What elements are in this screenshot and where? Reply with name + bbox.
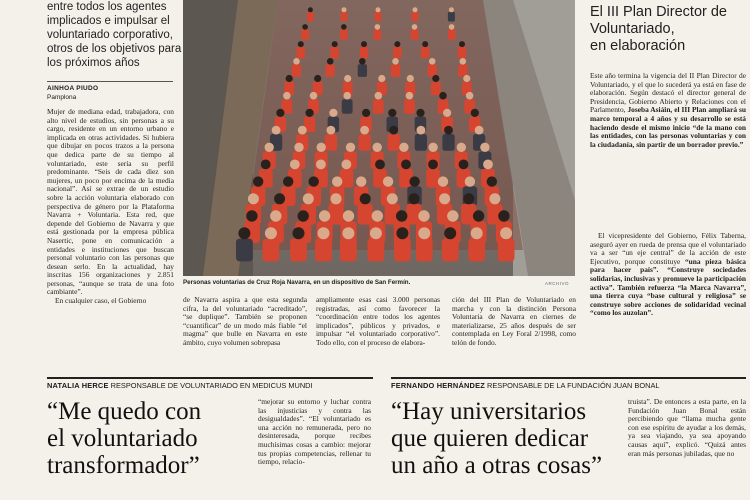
volunteer-head xyxy=(413,7,418,12)
volunteer-head xyxy=(422,41,428,47)
volunteer-head xyxy=(343,92,351,100)
volunteer-head xyxy=(444,227,456,239)
volunteer-figure xyxy=(342,99,353,114)
volunteer-head xyxy=(392,58,399,65)
volunteer-figure xyxy=(307,12,314,22)
page-gutter xyxy=(0,0,40,500)
volunteer-figure xyxy=(411,29,419,40)
volunteer-figure xyxy=(358,204,373,225)
volunteer-head xyxy=(466,92,474,100)
sidebar-title-line: en elaboración xyxy=(590,38,686,54)
byline-place: Pamplona xyxy=(47,94,77,101)
volunteer-head xyxy=(276,109,284,117)
volunteer-head xyxy=(329,109,337,117)
volunteer-head xyxy=(376,7,381,12)
volunteer-head xyxy=(416,109,424,117)
sidebar-text-bold: Joseba Asiáin, el III Plan ampliará su marco temporal a 4 años y su desarrollo se está haciendo desde el mismo inicio “de la mano con las entidades, con las personas voluntarias y con la ciudadanía, sin partir de un borrador previo.” xyxy=(590,105,746,149)
volunteer-head xyxy=(346,143,355,152)
volunteer-head xyxy=(298,126,307,135)
volunteer-head xyxy=(302,24,308,30)
volunteer-figure xyxy=(263,239,280,262)
volunteer-head xyxy=(459,41,465,47)
volunteer-head xyxy=(483,160,493,170)
volunteer-figure xyxy=(421,47,430,59)
volunteer-figure xyxy=(328,204,343,225)
volunteer-head xyxy=(396,210,407,221)
volunteer-figure xyxy=(297,47,306,59)
volunteer-head xyxy=(317,143,326,152)
volunteer-figure xyxy=(426,169,440,188)
profile-header-right xyxy=(391,381,660,390)
volunteer-head xyxy=(388,109,396,117)
volunteer-head xyxy=(290,160,300,170)
volunteer-head xyxy=(274,193,285,204)
volunteer-head xyxy=(238,227,250,239)
profile-body-right xyxy=(628,398,746,458)
volunteer-head xyxy=(480,143,489,152)
volunteer-figure xyxy=(340,29,348,40)
volunteer-head xyxy=(447,210,458,221)
volunteer-head xyxy=(409,193,420,204)
volunteer-head xyxy=(407,75,414,82)
volunteer-figure xyxy=(330,47,339,59)
volunteer-head xyxy=(449,24,455,30)
volunteer-head xyxy=(370,227,382,239)
volunteer-head xyxy=(316,160,326,170)
volunteer-head xyxy=(383,176,393,186)
paragraph: de Navarra aspira a que esta segunda cifra, la del voluntariado “acreditado”, “se duplique”. También se proponen “cuantificar” de un modo más fiable “el magma” que bulle en Navarra en este ámbito, cuyo volumen sobrepasa xyxy=(183,295,307,347)
volunteer-head xyxy=(327,58,334,65)
volunteer-head xyxy=(309,176,319,186)
volunteer-head xyxy=(394,41,400,47)
article-column-4 xyxy=(452,296,576,348)
quote-line: transformador” xyxy=(47,452,200,479)
profile-role: RESPONSABLE DE LA FUNDACIÓN JUAN BONAL xyxy=(487,381,660,390)
volunteer-head xyxy=(438,176,448,186)
volunteer-figure xyxy=(375,12,382,22)
profile-role: RESPONSABLE DE VOLUNTARIADO EN MEDICUS MUNDI xyxy=(110,381,313,390)
volunteer-figure xyxy=(404,99,415,114)
volunteer-figure xyxy=(442,239,459,262)
profile-name: FERNANDO HERNÁNDEZ xyxy=(391,381,485,390)
volunteer-head xyxy=(373,143,382,152)
sidebar-text-plain: El vicepresidente del Gobierno, Félix Taberna, aseguró ayer en rueda de prensa que el voluntariado va a ser “un eje central” de la acción de este Ejecutivo, porque constituye xyxy=(590,231,746,266)
volunteer-head xyxy=(399,143,408,152)
sidebar-text-plain: Este año termina la vigencia del II Plan Director de Voluntariado, y el que lo sucederá ya está en fase de elaboración. Según destacó el director general de Presidencia, Gobierno Abierto y Relaciones con el Parlamento, xyxy=(590,71,746,115)
volunteer-figure xyxy=(458,47,467,59)
volunteer-head xyxy=(294,143,303,152)
byline-author: AINHOA PIUDO xyxy=(47,85,99,92)
profile-body-left xyxy=(258,398,371,467)
volunteer-figure xyxy=(412,12,419,22)
volunteer-head xyxy=(318,227,330,239)
volunteer-head xyxy=(327,126,336,135)
volunteer-head xyxy=(344,75,351,82)
volunteer-head xyxy=(401,160,411,170)
volunteer-figure xyxy=(341,12,348,22)
volunteer-figure xyxy=(236,239,253,262)
volunteer-head xyxy=(342,227,354,239)
volunteer-head xyxy=(460,58,467,65)
photo-caption: Personas voluntarias de Cruz Roja Navarra, en un dispositivo de San Fermín. xyxy=(183,279,411,286)
volunteer-head xyxy=(332,176,342,186)
volunteer-head xyxy=(473,210,484,221)
volunteer-head xyxy=(286,75,293,82)
volunteers-photo xyxy=(183,0,575,276)
deck-line: los próximos años xyxy=(47,57,140,69)
volunteer-head xyxy=(342,160,352,170)
volunteer-head xyxy=(418,227,430,239)
volunteer-head xyxy=(375,24,381,30)
article-column-2 xyxy=(183,296,307,348)
volunteer-head xyxy=(449,7,454,12)
volunteer-figure xyxy=(315,239,332,262)
volunteer-figure xyxy=(391,64,400,77)
volunteer-head xyxy=(500,227,512,239)
paragraph: En cualquier caso, el Gobierno xyxy=(55,296,147,306)
volunteer-head xyxy=(463,193,474,204)
volunteer-figure xyxy=(468,239,485,262)
volunteer-head xyxy=(471,227,483,239)
volunteer-head xyxy=(343,210,354,221)
volunteer-head xyxy=(475,126,484,135)
pull-quote-right xyxy=(391,398,602,479)
volunteer-head xyxy=(293,227,305,239)
volunteer-head xyxy=(378,75,385,82)
volunteer-figure xyxy=(326,64,335,77)
volunteer-head xyxy=(270,210,281,221)
volunteer-head xyxy=(332,41,338,47)
volunteer-head xyxy=(463,75,470,82)
volunteer-head xyxy=(356,176,366,186)
volunteer-head xyxy=(360,193,371,204)
sidebar-title-line: El III Plan Director de xyxy=(590,4,727,20)
photo-caption-bar xyxy=(183,278,575,287)
section-rule-right xyxy=(391,377,746,379)
volunteer-head xyxy=(417,126,426,135)
volunteer-figure xyxy=(498,239,515,262)
sidebar-title xyxy=(590,4,750,55)
volunteer-figure xyxy=(431,82,441,96)
volunteer-head xyxy=(487,176,497,186)
volunteer-head xyxy=(283,92,291,100)
volunteer-head xyxy=(265,227,277,239)
paragraph: ampliamente esas casi 3.000 personas registradas, así como favorecer la “coordinación entre todos los agentes implicados”, públicos y privados, e impulsar “el voluntariado corporativo”. Todo ello, con el proceso de elabora- xyxy=(316,295,440,347)
article-column-1 xyxy=(47,108,174,306)
volunteer-head xyxy=(389,126,398,135)
volunteer-figure xyxy=(368,239,385,262)
sidebar-text-2 xyxy=(590,232,746,318)
deck-line: voluntariado corporativo, xyxy=(47,29,173,41)
profile-name: NATALIA HERCE xyxy=(47,381,109,390)
volunteer-head xyxy=(375,92,383,100)
volunteer-head xyxy=(261,160,271,170)
section-rule-left xyxy=(47,377,373,379)
volunteer-head xyxy=(298,210,309,221)
volunteer-figure xyxy=(301,29,309,40)
volunteer-head xyxy=(248,193,259,204)
volunteer-head xyxy=(459,160,469,170)
volunteer-figure xyxy=(325,134,337,151)
paragraph: truista”. De entonces a esta parte, en la Fundación Juan Bonal están percibiendo que “llama mucha gente con ese espíritu de ayudar a los demás, ya sea viajando, ya sea apoyando causas aquí”, explicó. “Quizá antes eran más personas jubiladas, que no xyxy=(628,397,746,458)
volunteer-head xyxy=(293,58,300,65)
volunteer-head xyxy=(443,109,451,117)
volunteer-head xyxy=(406,92,414,100)
volunteer-head xyxy=(331,193,342,204)
deck-line: entre todos los agentes xyxy=(47,1,167,13)
volunteer-figure xyxy=(448,12,455,22)
volunteer-head xyxy=(489,193,500,204)
volunteer-head xyxy=(432,75,439,82)
volunteer-figure xyxy=(373,99,384,114)
volunteer-head xyxy=(310,92,318,100)
volunteer-head xyxy=(361,41,367,47)
deck-line: otros de los objetivos para xyxy=(47,43,182,55)
byline-rule xyxy=(47,81,173,82)
volunteer-head xyxy=(319,210,330,221)
volunteer-head xyxy=(283,176,293,186)
volunteer-head xyxy=(342,7,347,12)
sidebar-text-bold: “una pieza básica para hacer país”. “Construye sociedades solidarias, inclusivas y promueve la participación activa”. También refuerza “la Marca Navarra”, una tierra cuya “base cultural y religiosa” se construye sobre acciones de solidaridad vecinal “como los auzolan”. xyxy=(590,256,746,318)
volunteer-head xyxy=(457,143,466,152)
quote-line: un año a otras cosas” xyxy=(391,452,603,479)
volunteer-head xyxy=(409,176,419,186)
volunteer-figure xyxy=(358,64,367,77)
volunteer-figure xyxy=(340,239,357,262)
volunteer-head xyxy=(439,92,447,100)
volunteer-head xyxy=(444,126,453,135)
volunteer-head xyxy=(375,160,385,170)
volunteer-figure xyxy=(290,239,307,262)
volunteer-head xyxy=(303,193,314,204)
paragraph: Mujer de mediana edad, trabajadora, con alto nivel de estudios, sin personas a su cargo, residente en un entorno urbano e implicada en otras actividades. Si hubiera que dibujar en pocos trazos a la persona que dedica parte de su tiempo al voluntariado, este sería su perfil predominante. “Seis de cada diez son mujeres, un poco por encima de la media nacional”. Así se extrae de un estudio sobre la acción voluntaria elaborado con perspectiva de género por la Plataforma Navarra + Voluntaria. Esta red, que depende del Gobierno de Navarra y que está gestionada por la empresa pública Nasertic, pone en comunicación a entidades e instituciones que buscan personal voluntario con las personas que desean serlo. En la actualidad, hay inscritas 156 organizaciones y 2.851 personas, “aunque se trata de una foto cambiante”. xyxy=(47,107,174,297)
profile-header-left xyxy=(47,381,313,390)
volunteer-figure xyxy=(393,47,402,59)
volunteer-head xyxy=(306,109,314,117)
volunteer-head xyxy=(439,193,450,204)
deck-line: implicados e impulsar el xyxy=(47,15,170,27)
volunteer-figure xyxy=(374,29,382,40)
volunteer-head xyxy=(412,24,418,30)
volunteer-head xyxy=(362,109,370,117)
volunteer-head xyxy=(396,227,408,239)
volunteer-head xyxy=(428,143,437,152)
article-deck xyxy=(47,0,182,70)
volunteer-head xyxy=(428,160,438,170)
volunteer-figure xyxy=(292,64,301,77)
volunteer-head xyxy=(314,75,321,82)
volunteer-head xyxy=(360,126,369,135)
volunteer-head xyxy=(298,41,304,47)
volunteer-head xyxy=(359,58,366,65)
quote-line: que quieren dedicar xyxy=(391,425,589,452)
volunteer-figure xyxy=(394,239,411,262)
volunteer-head xyxy=(387,193,398,204)
paragraph: ción del III Plan de Voluntariado en marcha y con la distinción Persona Voluntaria de Navarra en ciernes de materializarse, 25 años después de ser contemplada en Ley Foral 2/1998, como telón de fondo. xyxy=(452,295,576,347)
volunteer-head xyxy=(429,58,436,65)
volunteer-figure xyxy=(415,134,427,151)
volunteer-head xyxy=(418,210,429,221)
article-column-3 xyxy=(316,296,440,348)
pull-quote-left xyxy=(47,398,201,479)
volunteer-head xyxy=(308,7,313,12)
volunteer-figure xyxy=(360,47,369,59)
volunteer-head xyxy=(246,210,257,221)
volunteer-figure xyxy=(442,134,454,151)
volunteer-figure xyxy=(340,169,354,188)
photo-credit: ARCHIVO xyxy=(544,281,569,286)
volunteer-head xyxy=(265,143,274,152)
volunteer-head xyxy=(272,126,281,135)
volunteer-figure xyxy=(388,134,400,151)
volunteer-head xyxy=(372,210,383,221)
volunteer-head xyxy=(471,109,479,117)
sidebar-text-1 xyxy=(590,72,746,149)
sidebar-title-line: Voluntariado, xyxy=(590,21,675,37)
volunteer-head xyxy=(253,176,263,186)
paragraph: “mejorar su entorno y luchar contra las injusticias y contra las desigualdades”. “El voluntariado es una acción no remunerada, pero no desinteresada, porque recibes muchísimas cosas a cambio: mejorar tus propias competencias, rellenar tu tiempo, relacio- xyxy=(258,397,371,467)
byline xyxy=(47,84,175,102)
volunteer-figure xyxy=(448,29,456,40)
volunteer-figure xyxy=(359,134,371,151)
quote-line: el voluntariado xyxy=(47,425,198,452)
volunteer-figure xyxy=(416,239,433,262)
volunteer-head xyxy=(498,210,509,221)
quote-line: “Hay universitarios xyxy=(391,398,587,425)
volunteer-head xyxy=(341,24,347,30)
volunteer-head xyxy=(465,176,475,186)
quote-line: “Me quedo con xyxy=(47,398,202,425)
